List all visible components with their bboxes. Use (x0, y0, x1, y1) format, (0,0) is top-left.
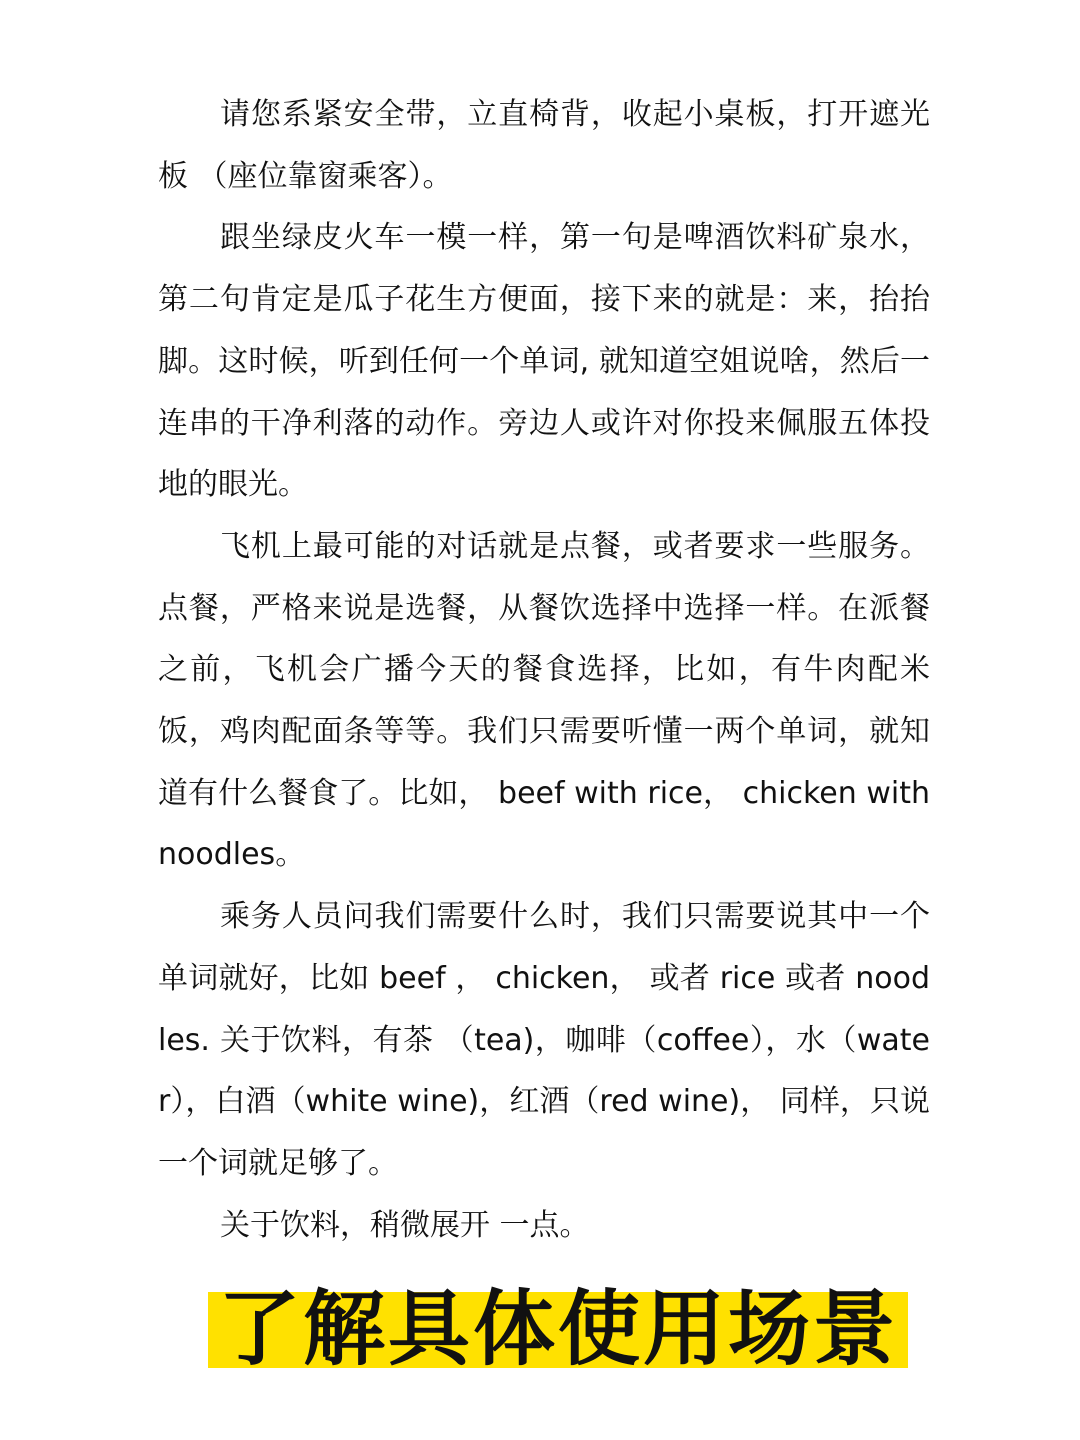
document-body (158, 84, 930, 1256)
banner-title: 了解具体使用场景 (217, 1282, 898, 1377)
paragraph-drinks-intro: 关于饮料，稍微展开 一点。 (220, 1207, 590, 1243)
paragraph-train-comparison: 跟坐绿皮火车一模一样，第一句是啤酒饮料矿泉水，第二句肯定是瓜子花生方便面，接下来的就是：来，抬抬脚。这时候，听到任何一个单词, 就知道空姐说啥，然后一连串的干净利落的动作。旁边人或许对你投来佩服五体投地的眼光。 (158, 220, 930, 503)
section-banner (208, 1282, 908, 1378)
paragraph-meal-ordering: 飞机上最可能的对话就是点餐，或者要求一些服务。点餐，严格来说是选餐，从餐饮选择中选择一样。在派餐之前，飞机会广播今天的餐食选择，比如，有牛肉配米饭，鸡肉配面条等等。我们只需要听懂一两个单词，就知道有什么餐食了。比如， beef with rice， chicken with noodles。 (158, 528, 930, 873)
paragraph-drinks-words: 乘务人员问我们需要什么时，我们只需要说其中一个单词就好，比如 beef ， chicken， 或者 rice 或者 noodles. 关于饮料，有茶 （tea)，咖啡（coffee），水（water），白酒（white wine)，红酒（red wine)， 同样，只说一个词就足够了。 (158, 899, 930, 1181)
paragraph-seatbelt: 请您系紧安全带，立直椅背，收起小桌板，打开遮光板 （座位靠窗乘客）。 (158, 97, 930, 194)
